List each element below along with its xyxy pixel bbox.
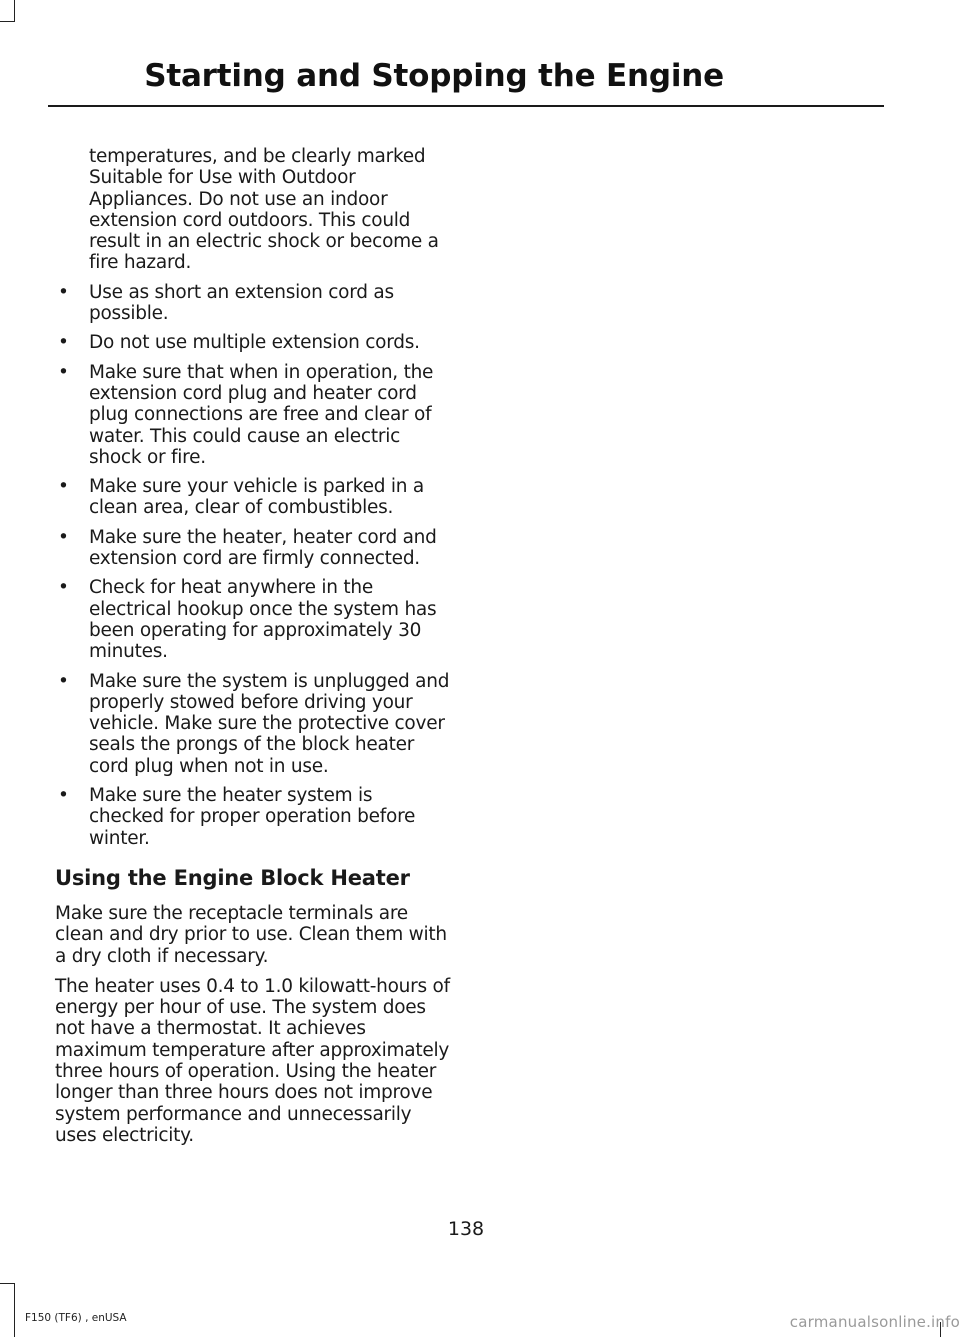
bullet-icon: • [58,476,69,498]
paragraph: Make sure the receptacle terminals are clean and dry prior to use. Clean them with a dry cloth if necessary. [55,902,447,967]
list-item: • Make sure that when in operation, the extension cord plug and heater cord plug connections are free and clear of water. This could cause an electric shock or fire. [58,361,434,468]
list-item: • Make sure the heater, heater cord and extension cord are firmly connected. [58,526,437,570]
bullet-icon: • [58,670,69,692]
main-column [55,146,450,1155]
header-divider [48,105,884,107]
crop-mark-top-left-vertical [14,0,15,22]
continuation-text: temperatures, and be clearly marked Suitable for Use with Outdoor Appliances. Do not use an indoor extension cord outdoors. This could result in an electric shock or become a fire hazard. [89,146,439,274]
paragraph: The heater uses 0.4 to 1.0 kilowatt-hours of energy per hour of use. The system does not have a thermostat. It achieves maximum temperature after approximately three hours of operation. Using the heater longer than three hours does not improve system performance and unnecessarily uses electricity. [55,975,450,1146]
crop-mark-bottom-left-horizontal [0,1283,15,1284]
bullet-icon: • [58,281,69,303]
crop-mark-bottom-left-vertical [14,1283,15,1337]
list-item: • Check for heat anywhere in the electrical hookup once the system has been operating for approximately 30 minutes. [58,577,437,663]
watermark: carmanualsonline.info [789,1313,960,1331]
list-item: • Use as short an extension cord as possible. [58,281,394,325]
bullet-icon: • [58,361,69,383]
page-number: 138 [447,1218,485,1240]
crop-mark-top-left-horizontal [0,21,15,22]
bullet-icon: • [58,332,69,354]
list-item: • Make sure your vehicle is parked in a clean area, clear of combustibles. [58,476,424,519]
model-locale-label: F150 (TF6) , enUSA [25,1312,127,1324]
bullet-icon: • [58,526,69,548]
bullet-icon: • [58,577,69,599]
page-title: Starting and Stopping the Engine [144,58,724,94]
list-item: • Make sure the heater system is checked for proper operation before winter. [58,785,416,849]
list-item: • Make sure the system is unplugged and properly stowed before driving your vehicle. Make sure the protective cover seals the prongs of the block heater cord plug when not in use. [58,670,450,777]
list-item: • Do not use multiple extension cords. [58,332,420,354]
bullet-icon: • [58,785,69,807]
section-heading: Using the Engine Block Heater [55,865,410,890]
bullet-list [55,282,450,849]
